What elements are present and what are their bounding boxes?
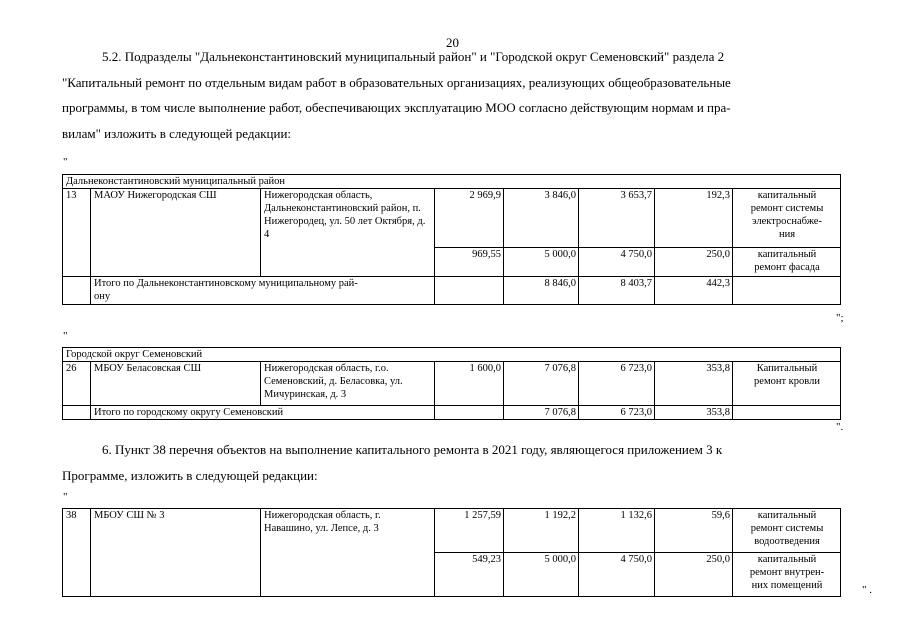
- value-cell: 1 600,0: [435, 362, 504, 406]
- value-cell: 353,8: [655, 362, 733, 406]
- page-number: 20: [446, 35, 459, 50]
- value-cell: 4 750,0: [579, 553, 655, 597]
- value-cell: 5 000,0: [504, 553, 579, 597]
- value-cell: 4 750,0: [579, 248, 655, 277]
- value-cell: 969,55: [435, 248, 504, 277]
- value-cell: 3 846,0: [504, 189, 579, 248]
- total-value: 353,8: [655, 406, 733, 420]
- close-quote-semicolon: ";: [836, 312, 844, 324]
- school-name: МБОУ СШ № 3: [91, 509, 261, 597]
- open-quote: ": [63, 156, 68, 168]
- paragraph-line: 5.2. Подразделы "Дальнеконстантиновский муниципальный район" и "Городской округ Семеновский" раздела 2: [102, 49, 725, 64]
- close-quote-dot: " .: [862, 584, 872, 596]
- value-cell: 3 653,7: [579, 189, 655, 248]
- paragraph-5-2: [62, 44, 843, 146]
- total-label: Итого по городскому округу Семеновский: [91, 406, 435, 420]
- value-cell: 192,3: [655, 189, 733, 248]
- work-type: капитальный ремонт фасада: [733, 248, 841, 277]
- row-number: 38: [63, 509, 91, 597]
- value-cell: 250,0: [655, 553, 733, 597]
- paragraph-line: вилам" изложить в следующей редакции:: [62, 125, 292, 141]
- value-cell: 2 969,9: [435, 189, 504, 248]
- paragraph-6: [62, 437, 843, 488]
- value-cell: 59,6: [655, 509, 733, 553]
- value-cell: 1 257,59: [435, 509, 504, 553]
- value-cell: 6 723,0: [579, 362, 655, 406]
- open-quote: ": [63, 491, 68, 503]
- value-cell: 7 076,8: [504, 362, 579, 406]
- value-cell: 1 132,6: [579, 509, 655, 553]
- total-value: 442,3: [655, 277, 733, 305]
- paragraph-line: программы, в том числе выполнение работ, обеспечивающих эксплуатацию МОО согласно действующим нормам и пра-: [62, 100, 731, 115]
- section-header: Дальнеконстантиновский муниципальный район: [63, 175, 841, 189]
- total-value: 7 076,8: [504, 406, 579, 420]
- paragraph-line: Программе, изложить в следующей редакции:: [62, 467, 318, 483]
- work-type: Капитальный ремонт кровли: [733, 362, 841, 406]
- total-label: Итого по Дальнеконстантиновскому муниципальному рай- ону: [91, 277, 435, 305]
- school-address: Нижегородская область, г. Навашино, ул. Лепсе, д. 3: [261, 509, 435, 597]
- close-quote-dot: ".: [836, 421, 844, 433]
- total-value: 6 723,0: [579, 406, 655, 420]
- table-item-38: [62, 508, 841, 597]
- value-cell: 5 000,0: [504, 248, 579, 277]
- paragraph-line: "Капитальный ремонт по отдельным видам работ в образовательных организациях, реализующих общеобразовательные: [62, 74, 731, 90]
- school-name: МАОУ Нижегородская СШ: [91, 189, 261, 277]
- school-name: МБОУ Беласовская СШ: [91, 362, 261, 406]
- value-cell: 549,23: [435, 553, 504, 597]
- total-value: 8 403,7: [579, 277, 655, 305]
- paragraph-line: 6. Пункт 38 перечня объектов на выполнение капитального ремонта в 2021 году, являющегося приложением 3 к: [102, 442, 723, 457]
- table-dalnekonstantinovsky: [62, 174, 841, 305]
- value-cell: 250,0: [655, 248, 733, 277]
- value-cell: 1 192,2: [504, 509, 579, 553]
- row-number: 13: [63, 189, 91, 277]
- school-address: Нижегородская область, Дальнеконстантиновский район, п. Нижегородец, ул. 50 лет Октября, д. 4: [261, 189, 435, 277]
- work-type: капитальный ремонт внутрен- них помещений: [733, 553, 841, 597]
- school-address: Нижегородская область, г.о. Семеновский, д. Беласовка, ул. Мичуринская, д. 3: [261, 362, 435, 406]
- table-semenovsky: [62, 347, 841, 420]
- total-value: 8 846,0: [504, 277, 579, 305]
- work-type: капитальный ремонт системы водоотведения: [733, 509, 841, 553]
- open-quote: ": [63, 330, 68, 342]
- work-type: капитальный ремонт системы электроснабже- ния: [733, 189, 841, 248]
- row-number: 26: [63, 362, 91, 406]
- section-header: Городской округ Семеновский: [63, 348, 841, 362]
